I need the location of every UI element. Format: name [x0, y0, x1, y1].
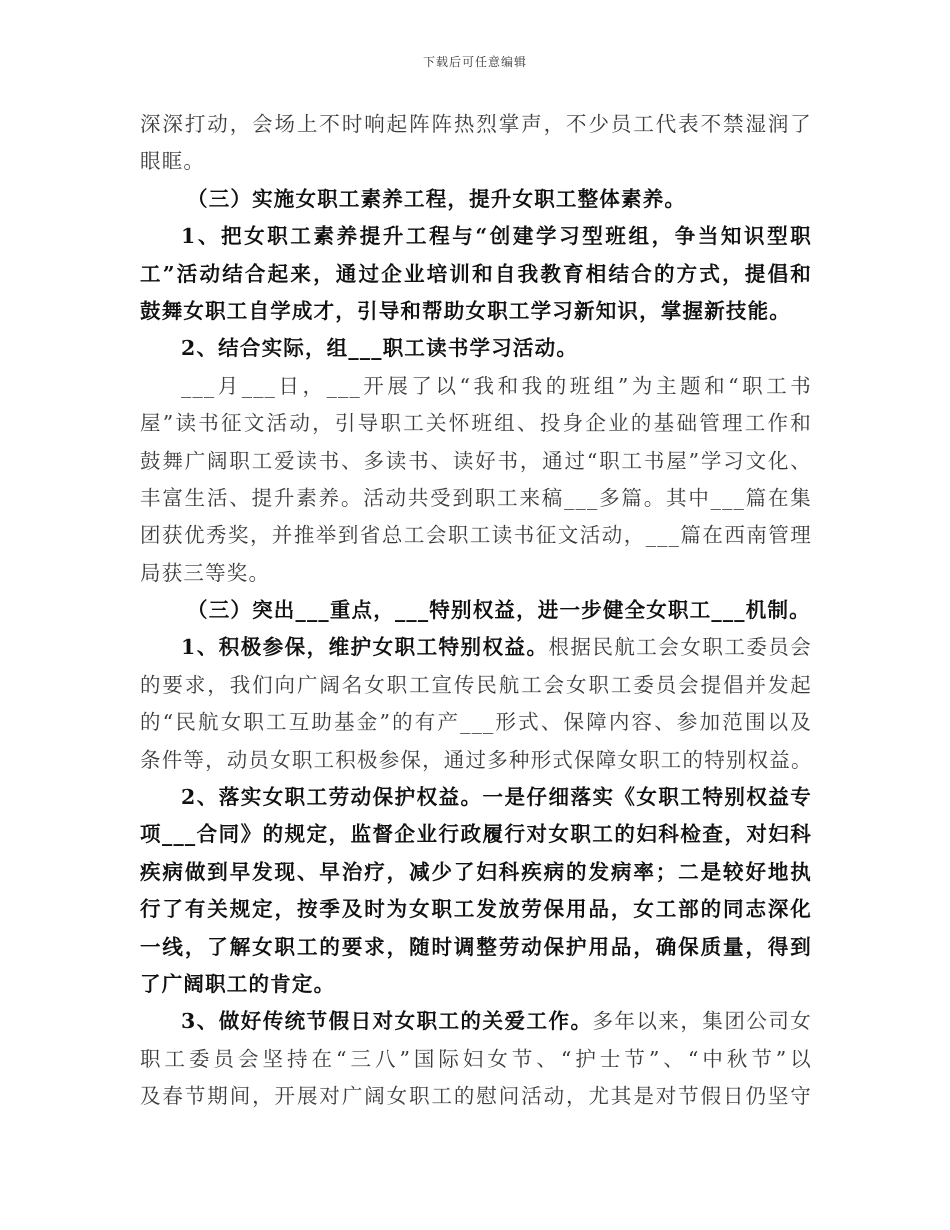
text-line: 局获三等奖。 — [140, 560, 271, 585]
text-line: 职工委员会坚持在“三八”国际妇女节、“护士节”、“中秋节”以 — [140, 1046, 812, 1071]
text-line: 的“民航女职工互助基金”的有产___形式、保障内容、参加范围以及 — [140, 710, 812, 735]
text-line: 疾病做到早发现、早治疗，减少了妇科疾病的发病率；二是较好地执 — [140, 859, 812, 884]
document-body — [140, 106, 812, 1116]
text-line — [140, 1003, 812, 1040]
text-line — [140, 629, 812, 666]
text-line: 条件等，动员女职工积极参保，通过多种形式保障女职工的特别权益。 — [140, 747, 813, 772]
text-line: 眼眶。 — [140, 149, 206, 174]
text-run: 根据民航工会女职工委员会 — [548, 635, 812, 660]
text-line: 行了有关规定，按季及时为女职工发放劳保用品，女工部的同志深化 — [140, 897, 812, 922]
text-line: 一线，了解女职工的要求，随时调整劳动保护用品，确保质量，得到 — [140, 934, 812, 959]
text-line: 的要求，我们向广阔名女职工宣传民航工会女职工委员会提倡并发起 — [140, 672, 812, 697]
text-line: 2、结合实际，组___职工读书学习活动。 — [181, 336, 579, 361]
text-run: 3、做好传统节假日对女职工的关爱工作。 — [181, 1009, 593, 1034]
text-run: 多年以来，集团公司女 — [592, 1009, 812, 1034]
text-line: 团获优秀奖，并推举到省总工会职工读书征文活动，___篇在西南管理 — [140, 523, 812, 548]
page-header: 下载后可任意编辑 — [422, 55, 527, 69]
text-line: 项___合同》的规定，监督企业行政履行对女职工的妇科检查，对妇科 — [140, 822, 812, 847]
text-line: 及春节期间，开展对广阔女职工的慰问活动，尤其是对节假日仍坚守 — [140, 1084, 812, 1109]
text-line: 丰富生活、提升素养。活动共受到职工来稿___多篇。其中___篇在集 — [140, 485, 812, 510]
text-line: （三）突出___重点，___特别权益，进一步健全女职工___机制。 — [187, 598, 811, 623]
text-line: 鼓舞广阔职工爱读书、多读书、读好书，通过“职工书屋”学习文化、 — [140, 448, 812, 473]
text-run: 1、积极参保，维护女职工特别权益。 — [181, 635, 549, 660]
text-line: 鼓舞女职工自学成才，引导和帮助女职工学习新知识，掌握新技能。 — [140, 298, 791, 323]
text-line: 深深打动，会场上不时响起阵阵热烈掌声，不少员工代表不禁湿润了 — [140, 112, 812, 136]
text-line: 了广阔职工的肯定。 — [140, 971, 336, 996]
text-line: ___月___日，___开展了以“我和我的班组”为主题和“职工书 — [181, 373, 812, 398]
text-line: 屋”读书征文活动，引导职工关怀班组、投身企业的基础管理工作和 — [140, 411, 812, 436]
text-line: （三）实施女职工素养工程，提升女职工整体素养。 — [187, 186, 687, 211]
text-line: 2、落实女职工劳动保护权益。一是仔细落实《女职工特别权益专 — [181, 785, 812, 810]
text-line: 工”活动结合起来，通过企业培训和自我教育相结合的方式，提倡和 — [140, 261, 812, 286]
text-line: 1、把女职工素养提升工程与“创建学习型班组，争当知识型职 — [181, 224, 812, 249]
